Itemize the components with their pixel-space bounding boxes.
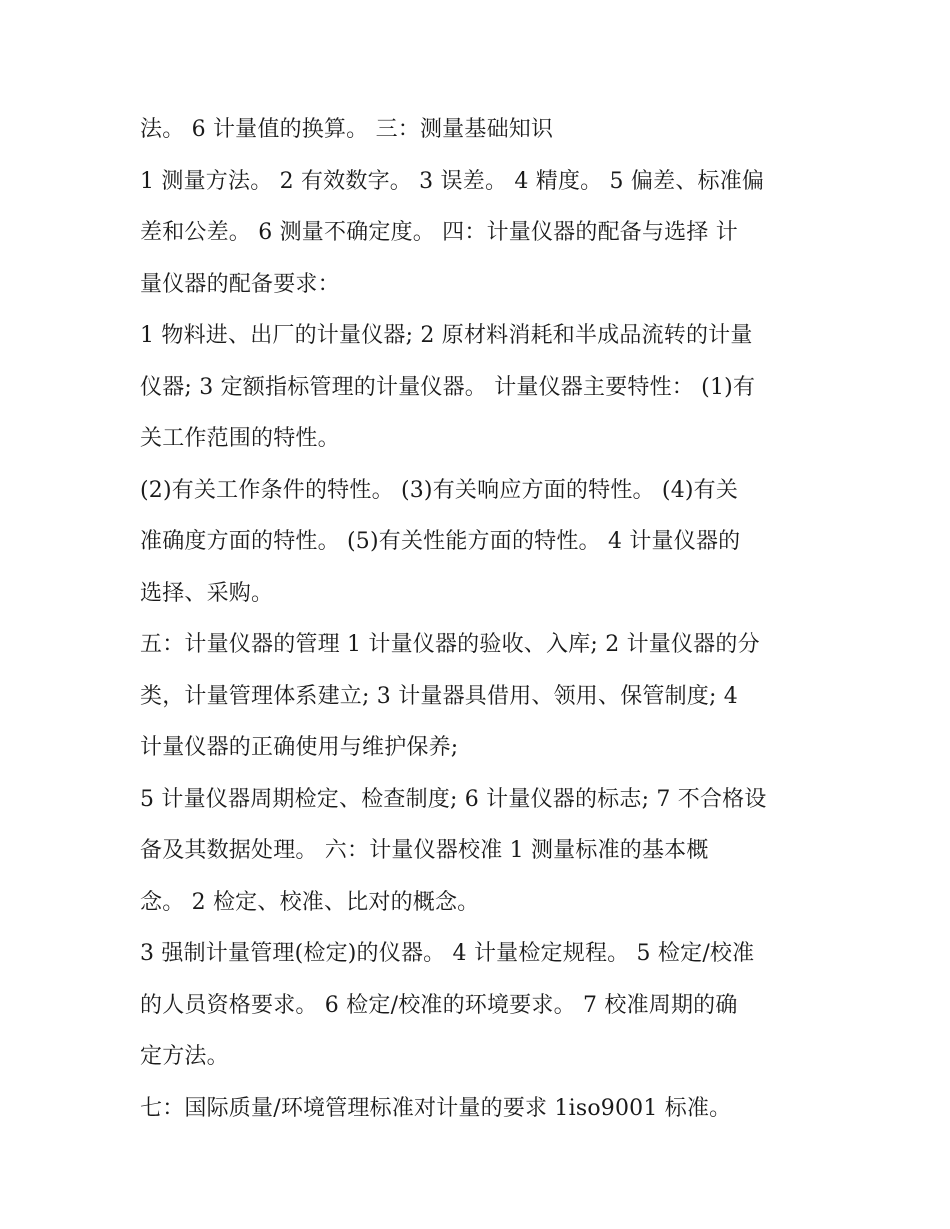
text-line: 定方法。 xyxy=(140,1044,229,1069)
text-line: 类，计量管理体系建立; 3 计量器具借用、领用、保管制度; 4 xyxy=(140,683,738,709)
text-line: 计量仪器的正确使用与维护保养; xyxy=(140,735,459,760)
text-line: 5 计量仪器周期检定、检查制度; 6 计量仪器的标志; 7 不合格设 xyxy=(140,786,767,812)
text-line: (2)有关工作条件的特性。 (3)有关响应方面的特性。 (4)有关 xyxy=(140,477,739,503)
document-body xyxy=(140,104,820,1134)
text-line: 1 物料进、出厂的计量仪器; 2 原材料消耗和半成品流转的计量 xyxy=(140,323,753,348)
text-line: 差和公差。 6 测量不确定度。 四：计量仪器的配备与选择 计 xyxy=(140,220,738,245)
text-line: 选择、采购。 xyxy=(140,580,274,606)
text-line: 备及其数据处理。 六：计量仪器校准 1 测量标准的基本概 xyxy=(140,838,709,863)
text-line: 量仪器的配备要求： xyxy=(140,271,340,297)
text-line: 关工作范围的特性。 xyxy=(140,426,340,451)
text-line: 仪器; 3 定额指标管理的计量仪器。 计量仪器主要特性： (1)有 xyxy=(140,374,756,400)
text-line: 1 测量方法。 2 有效数字。 3 误差。 4 精度。 5 偏差、标准偏 xyxy=(140,168,765,194)
text-line: 的人员资格要求。 6 检定/校准的环境要求。 7 校准周期的确 xyxy=(140,992,738,1018)
text-line: 七：国际质量/环境管理标准对计量的要求 1iso9001 标准。 xyxy=(140,1095,732,1121)
text-line: 准确度方面的特性。 (5)有关性能方面的特性。 4 计量仪器的 xyxy=(140,529,741,554)
text-line: 法。 6 计量值的换算。 三：测量基础知识 xyxy=(140,117,554,142)
text-line: 念。 2 检定、校准、比对的概念。 xyxy=(140,889,480,915)
text-line: 3 强制计量管理(检定)的仪器。 4 计量检定规程。 5 检定/校准 xyxy=(140,941,755,966)
text-line: 五：计量仪器的管理 1 计量仪器的验收、入库; 2 计量仪器的分 xyxy=(140,632,760,657)
